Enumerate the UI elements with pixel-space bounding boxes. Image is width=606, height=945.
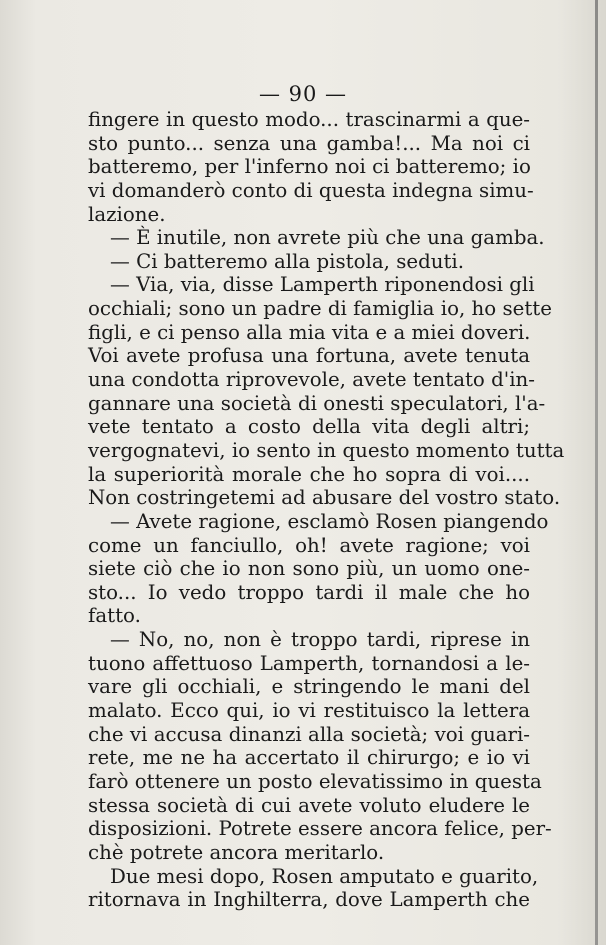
text-line: — Avete ragione, esclamò Rosen piangendo	[110, 509, 549, 533]
text-line: fingere in questo modo... trascinarmi a que-	[88, 108, 530, 131]
text-line: vi domanderò conto di questa indegna simu-	[88, 178, 534, 202]
text-line: la superiorità morale che ho sopra di voi....	[88, 462, 530, 486]
text-line: — Ci batteremo alla pistola, seduti.	[110, 249, 465, 273]
text-line: chè potrete ancora meritarlo.	[88, 840, 385, 864]
page-edge-shadow	[595, 0, 598, 945]
text-line: occhiali; sono un padre di famiglia io, ho sette	[88, 297, 552, 321]
text-line: — No, no, non è troppo tardi, riprese in	[110, 628, 530, 652]
text-line: come un fanciullo, oh! avete ragione; voi	[88, 533, 530, 557]
text-line: figli, e ci penso alla mia vita e a miei doveri.	[88, 320, 531, 344]
text-line: tuono affettuoso Lamperth, tornandosi a le-	[88, 651, 530, 675]
text-line: Non costringetemi ad abusare del vostro stato.	[88, 486, 561, 510]
text-line: rete, me ne ha accertato il chirurgo; e io vi	[88, 746, 530, 770]
text-line: disposizioni. Potrete essere ancora felice, per-	[88, 817, 552, 841]
body-text	[88, 108, 565, 912]
text-line: fatto.	[88, 604, 141, 628]
text-line: malato. Ecco qui, io vi restituisco la lettera	[88, 699, 530, 723]
text-line: stessa società di cui avete voluto eludere le	[88, 793, 530, 817]
text-line: sto... Io vedo troppo tardi il male che ho	[88, 580, 530, 604]
text-line: farò ottenere un posto elevatissimo in questa	[88, 769, 542, 793]
page-number: — 90 —	[258, 82, 348, 106]
text-line: vergognatevi, io sento in questo momento tutta	[88, 438, 565, 462]
text-line: sto punto... senza una gamba!... Ma noi ci	[88, 131, 530, 155]
text-line: che vi accusa dinanzi alla società; voi guari-	[88, 722, 530, 746]
text-line: siete ciò che io non sono più, un uomo one-	[88, 557, 530, 581]
text-line: vete tentato a costo della vita degli altri;	[88, 415, 530, 439]
text-line: — È inutile, non avrete più che una gamba.	[110, 226, 545, 250]
text-line: Voi avete profusa una fortuna, avete tenuta	[88, 344, 530, 368]
text-line: Due mesi dopo, Rosen amputato e guarito,	[110, 864, 539, 888]
text-line: una condotta riprovevole, avete tentato d'in-	[88, 368, 535, 392]
text-line: ritornava in Inghilterra, dove Lamperth che	[88, 888, 530, 912]
text-line: vare gli occhiali, e stringendo le mani del	[88, 675, 530, 699]
text-line: gannare una società di onesti speculatori, l'a-	[88, 391, 546, 415]
text-line: lazione.	[88, 202, 166, 226]
text-line: — Via, via, disse Lamperth riponendosi gli	[110, 273, 535, 297]
text-line: batteremo, per l'inferno noi ci batteremo; io	[88, 155, 531, 179]
